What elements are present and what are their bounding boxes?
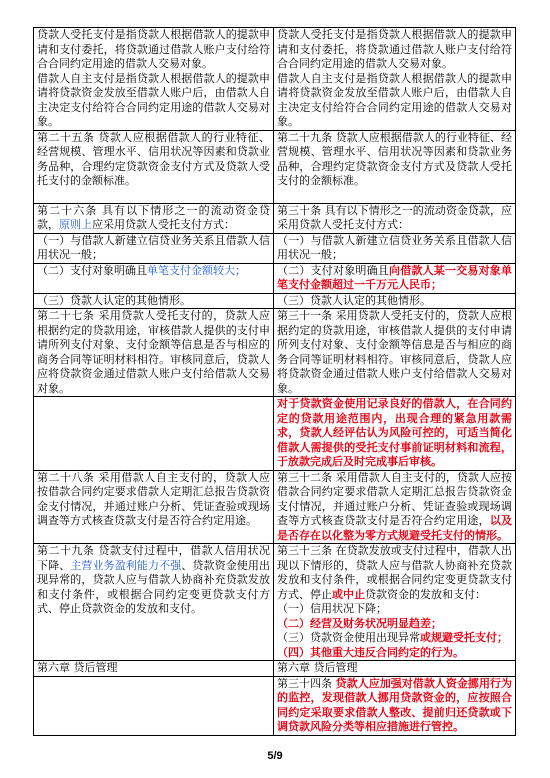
new-clause-cell xyxy=(274,544,516,661)
regulation-comparison-table xyxy=(33,27,516,736)
clause-text: （三）贷款人认定的其他情形。 xyxy=(277,293,431,307)
table-row xyxy=(34,661,516,677)
new-clause-cell xyxy=(274,233,516,263)
new-clause-cell xyxy=(274,397,516,471)
paragraph: 贷款人受托支付是指贷款人根据借款人的提款申请和支付委托，将贷款通过借款人账户支付给符合合同约定用途的借款人交易对象。 xyxy=(37,28,270,70)
clause-text: 第二十六条 具有以下情形之一的流动资金贷款， xyxy=(37,203,270,231)
clause-text: 、贷款资金使用出现异常的，贷款人应与借款人协商补充贷款发放和支付条件，或根据合同约定变更贷款支付方式、停止贷款资金的发放和支付。 xyxy=(37,558,271,615)
blue-highlight-text: 主营业务盈利能力不强 xyxy=(70,558,182,572)
clause-text: （二）支付对象明确且 xyxy=(37,263,147,277)
clause-text: 第二十五条 贷款人应根据借款人的行业特征、经营规模、管理水平、信用状况等因素和贷款业务品种，合理约定贷款资金支付方式及贷款人受托支付的金额标准。 xyxy=(37,130,270,187)
clause-text: （一）与借款人新建立信贷业务关系且借款人信用状况一般； xyxy=(277,233,512,261)
chapter-heading-cell xyxy=(274,661,516,677)
new-clause-cell xyxy=(274,130,516,203)
page-number: 5/9 xyxy=(267,750,283,762)
table-row xyxy=(34,28,516,131)
clause-text: 贷款资金的发放和支付： xyxy=(365,587,486,601)
new-clause-cell xyxy=(274,263,516,293)
clause-text: （三）贷款资金使用出现异常 xyxy=(277,631,420,644)
new-clause-cell xyxy=(274,470,516,544)
table-row xyxy=(34,233,516,263)
red-highlight-text: 或规避受托支付； xyxy=(420,631,508,644)
blue-highlight-text: 原则上 xyxy=(59,218,92,231)
red-highlight-text: 以及是否存在以化整为零方式规避受托支付的情形。 xyxy=(277,514,513,542)
blue-highlight-text: 单笔支付金额较大； xyxy=(147,263,246,277)
clause-text: 第三十四条 xyxy=(277,676,336,690)
old-clause-cell xyxy=(34,309,274,397)
chapter-heading: 第六章 贷后管理 xyxy=(277,661,358,674)
clause-text: 第二十七条 采用贷款人受托支付的，贷款人应根据约定的贷款用途，审核借款人提供的支付申请所列支付对象、支付金额等信息是否与相应的商务合同等证明材料相符。审核同意后，贷款人应将贷款资金通过借款人账户支付给借款人交易对象。 xyxy=(37,309,270,395)
red-highlight-text: 对于贷款资金使用记录良好的借款人，在合同约定的贷款用途范围内，出现合理的紧急用款需求，贷款人经评估认为风险可控的，可适当简化借款人需提供的受托支付事前证明材料和流程，于放款完成后及时完成事后审核。 xyxy=(277,397,512,468)
paragraph: 借款人自主支付是指贷款人根据借款人的提款申请将贷款资金发放至借款人账户后，由借款人自主决定支付给符合合同约定用途的借款人交易对象。 xyxy=(277,71,512,128)
old-clause-cell xyxy=(34,293,274,309)
empty-cell xyxy=(34,397,274,471)
old-clause-cell xyxy=(34,203,274,233)
table-row xyxy=(34,293,516,309)
clause-text: 应采用贷款人受托支付方式： xyxy=(92,218,235,231)
table-row xyxy=(34,130,516,203)
table-row xyxy=(34,309,516,397)
clause-text: 第二十九条 贷款人应根据借款人的行业特征、经营规模、管理水平、信用状况等因素和贷款业务品种，合理约定贷款资金支付方式及贷款人受托支付的金额标准。 xyxy=(277,130,512,187)
new-clause-cell xyxy=(274,309,516,397)
old-clause-cell xyxy=(34,470,274,544)
clause-text: 第二十九条 贷款支付过程中，借款人信用状况下降、 xyxy=(37,544,270,572)
clause-text: 第三十二条 采用借款人自主支付的，贷款人应按借款合同约定要求借款人定期汇总报告贷款资金支付情况，并通过账户分析、凭证查验或现场调查等方式核查贷款支付是否符合约定用途， xyxy=(277,470,512,527)
table-row xyxy=(34,470,516,544)
list-item: （一）信用状况下降； xyxy=(277,602,387,615)
old-clause-cell xyxy=(34,28,274,131)
empty-cell xyxy=(34,676,274,735)
table-row xyxy=(34,397,516,471)
old-clause-cell xyxy=(34,233,274,263)
list-item: （四）其他重大违反合同约定的行为。 xyxy=(277,645,464,659)
chapter-heading: 第六章 贷后管理 xyxy=(37,661,118,674)
clause-text: （三）贷款人认定的其他情形。 xyxy=(37,293,191,307)
red-highlight-text: 或中止 xyxy=(332,587,365,601)
new-clause-cell xyxy=(274,293,516,309)
chapter-heading-cell xyxy=(34,661,274,677)
clause-text: （二）支付对象明确且 xyxy=(277,263,389,277)
list-item: （二）经营及财务状况明显趋差； xyxy=(277,616,442,630)
old-clause-cell xyxy=(34,130,274,203)
paragraph xyxy=(277,544,512,602)
old-clause-cell xyxy=(34,263,274,293)
clause-text: 第三十一条 采用贷款人受托支付的，贷款人应根据约定的贷款用途，审核借款人提供的支付申请所列支付对象、支付金额等信息是否与相应的商务合同等证明材料相符。审核同意后，贷款人应将贷款资金通过借款人账户支付给借款人交易对象。 xyxy=(277,309,512,395)
table-row xyxy=(34,203,516,233)
paragraph: 贷款人受托支付是指贷款人根据借款人的提款申请和支付委托，将贷款通过借款人账户支付给符合合同约定用途的借款人交易对象。 xyxy=(277,28,512,70)
clause-text: （一）与借款人新建立信贷业务关系且借款人信用状况一般； xyxy=(37,233,270,261)
list-item xyxy=(277,631,512,646)
table-row xyxy=(34,263,516,293)
old-clause-cell xyxy=(34,544,274,661)
table-row xyxy=(34,544,516,661)
new-clause-cell xyxy=(274,203,516,233)
clause-text: 第二十八条 采用借款人自主支付的，贷款人应按借款合同约定要求借款人定期汇总报告贷款资金支付情况，并通过账户分析、凭证查验或现场调查等方式核查贷款支付是否符合约定用途。 xyxy=(37,470,270,527)
red-highlight-text: 向借款人某一交易对象单笔支付金额超过一千万元人民币； xyxy=(277,263,512,291)
clause-text: 第三十三条 在贷款发放或支付过程中，借款人出现以下情形的，贷款人应与借款人协商补充贷款发放和支付条件，或根据合同约定变更贷款支付方式、停止 xyxy=(277,544,512,601)
new-clause-cell xyxy=(274,676,516,735)
table-row xyxy=(34,676,516,735)
new-clause-cell xyxy=(274,28,516,131)
paragraph: 借款人自主支付是指贷款人根据借款人的提款申请将贷款资金发放至借款人账户后，由借款人自主决定支付给符合合同约定用途的借款人交易对象。 xyxy=(37,71,270,128)
clause-text: 第三十条 具有以下情形之一的流动资金贷款，应采用贷款人受托支付方式： xyxy=(277,203,512,231)
red-highlight-text: 贷款人应加强对借款人资金挪用行为的监控，发现借款人挪用贷款资金的，应按照合同约定采取要求借款人整改、提前归还贷款或下调贷款风险分类等相应措施进行管控。 xyxy=(277,676,512,733)
